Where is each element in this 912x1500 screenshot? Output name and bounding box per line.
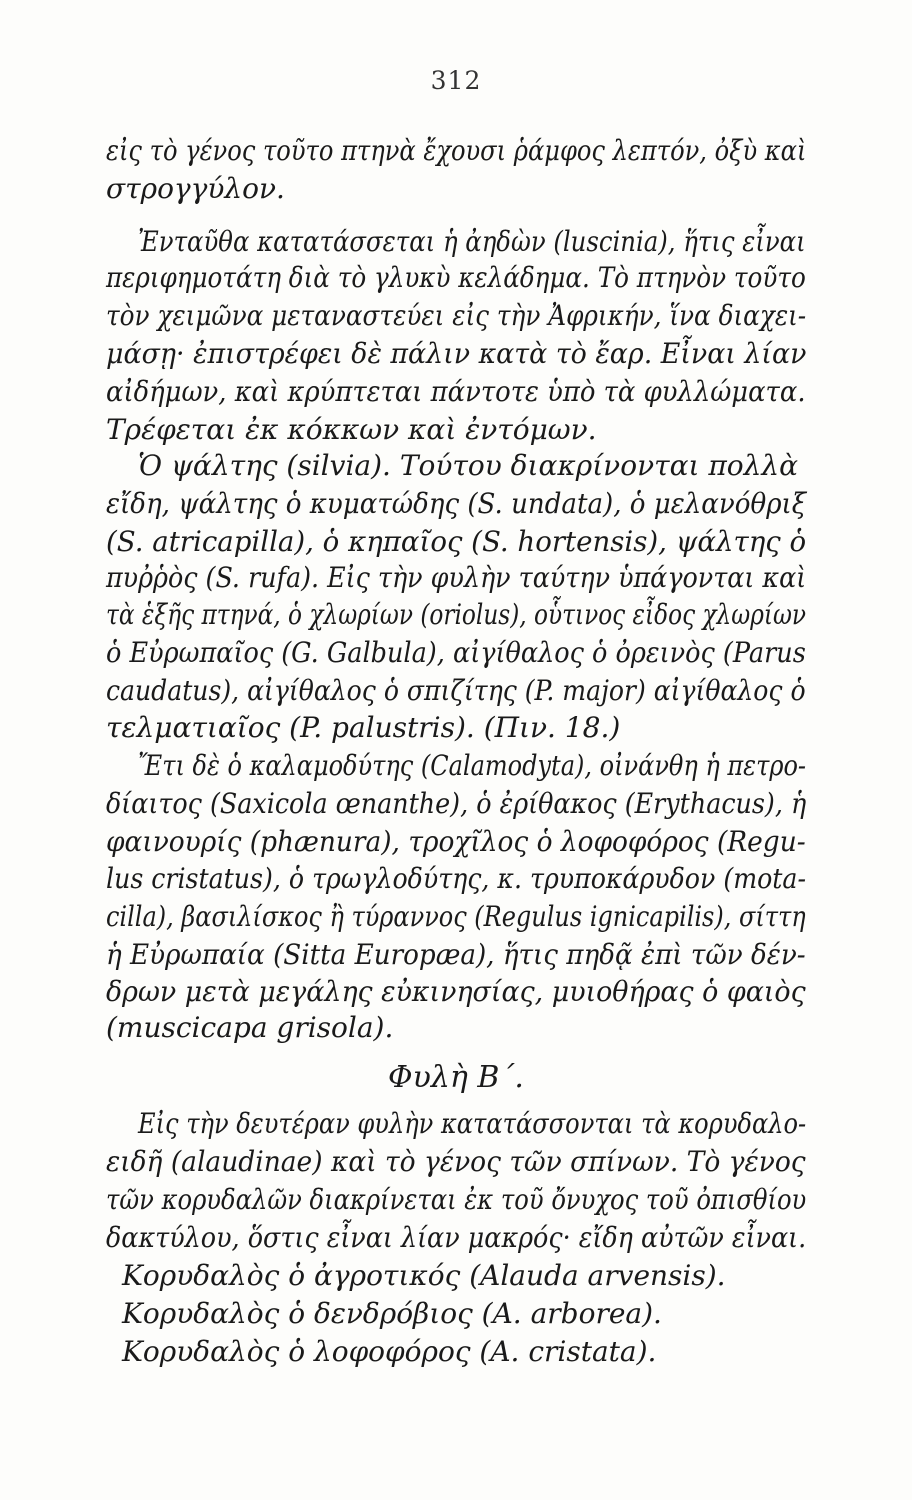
text-line-5: τὸν χειμῶνα μεταναστεύει εἰς τὴν Ἀφρικήν, ἵνα διαχει- — [106, 299, 807, 332]
text-line-11: (S. atricapilla), ὁ κηπαῖος (S. hortensis), ψάλτης ὁ — [106, 525, 807, 558]
text-line-1: εἰς τὸ γένος τοῦτο πτηνὰ ἔχουσι ῥάμφος λεπτόν, ὀξὺ καὶ — [106, 134, 807, 167]
text-line-2: στρογγύλον. — [106, 172, 285, 205]
text-line-3: Ἐνταῦθα κατατάσσεται ἡ ἀηδὼν (luscinia), ἥτις εἶναι — [138, 225, 806, 258]
text-line-30: Κορυδαλὸς ὁ δενδρόβιος (A. arborea). — [122, 1297, 662, 1330]
text-line-26: ειδῆ (alaudinae) καὶ τὸ γένος τῶν σπίνων. Τὸ γένος — [106, 1145, 806, 1178]
text-line-31: Κορυδαλὸς ὁ λοφοφόρος (A. cristata). — [122, 1335, 657, 1368]
text-line-7: αἰδήμων, καὶ κρύπτεται πάντοτε ὑπὸ τὰ φυλλώματα. — [106, 375, 806, 408]
text-line-16: τελματιαῖος (P. palustris). (Πιν. 18.) — [106, 711, 621, 744]
section-heading: Φυλὴ Β΄. — [388, 1060, 524, 1095]
text-line-25: Εἰς τὴν δευτέραν φυλὴν κατατάσσονται τὰ κορυδαλο- — [138, 1107, 807, 1140]
text-line-28: δακτύλου, ὅστις εἶναι λίαν μακρός· εἴδη αὐτῶν εἶναι. — [106, 1221, 807, 1254]
text-line-18: δίαιτος (Saxicola œnanthe), ὁ ἐρίθακος (Erythacus), ἡ — [106, 787, 807, 820]
text-line-29: Κορυδαλὸς ὁ ἀγροτικός (Alauda arvensis). — [122, 1259, 726, 1292]
page-number: 312 — [430, 66, 482, 95]
text-line-27: τῶν κορυδαλῶν διακρίνεται ἐκ τοῦ ὄνυχος τοῦ ὀπισθίου — [106, 1183, 807, 1216]
text-line-9: Ὁ ψάλτης (silvia). Τούτου διακρίνονται πολλὰ — [138, 449, 799, 482]
text-line-13: τὰ ἑξῆς πτηνά, ὁ χλωρίων (oriolus), οὗτινος εἶδος χλωρίων — [106, 598, 807, 631]
text-line-23: δρων μετὰ μεγάλης εὐκινησίας, μυιοθήρας ὁ φαιὸς — [106, 975, 806, 1008]
text-line-6: μάσῃ· ἐπιστρέφει δὲ πάλιν κατὰ τὸ ἔαρ. Εἶναι λίαν — [106, 337, 807, 370]
text-line-14: ὁ Εὐρωπαῖος (G. Galbula), αἰγίθαλος ὁ ὀρεινὸς (Parus — [106, 636, 806, 669]
text-line-17: Ἔτι δὲ ὁ καλαμοδύτης (Calamodyta), οἰνάνθη ἡ πετρο- — [138, 749, 807, 782]
text-line-19: φαινουρίς (phænura), τροχῖλος ὁ λοφοφόρος (Regu- — [106, 825, 806, 858]
text-line-12: πυῤῥὸς (S. rufa). Εἰς τὴν φυλὴν ταύτην ὑπάγονται καὶ — [106, 561, 807, 594]
text-line-20: lus cristatus), ὁ τρωγλοδύτης, κ. τρυποκάρυδον (mota- — [106, 862, 806, 895]
text-line-24: (muscicapa grisola). — [106, 1011, 394, 1044]
text-line-15: caudatus), αἰγίθαλος ὁ σπιζίτης (P. major) αἰγίθαλος ὁ — [106, 674, 806, 707]
text-line-4: περιφημοτάτη διὰ τὸ γλυκὺ κελάδημα. Τὸ πτηνὸν τοῦτο — [106, 261, 806, 294]
text-line-21: cilla), βασιλίσκος ἢ τύραννος (Regulus ignicapilis), σίττη — [106, 900, 806, 933]
text-line-10: εἴδη, ψάλτης ὁ κυματώδης (S. undata), ὁ μελανόθριξ — [106, 487, 807, 520]
text-line-8: Τρέφεται ἐκ κόκκων καὶ ἐντόμων. — [106, 413, 597, 446]
text-line-22: ἡ Εὐρωπαία (Sitta Europæa), ἥτις πηδᾷ ἐπὶ τῶν δέν- — [106, 938, 806, 971]
